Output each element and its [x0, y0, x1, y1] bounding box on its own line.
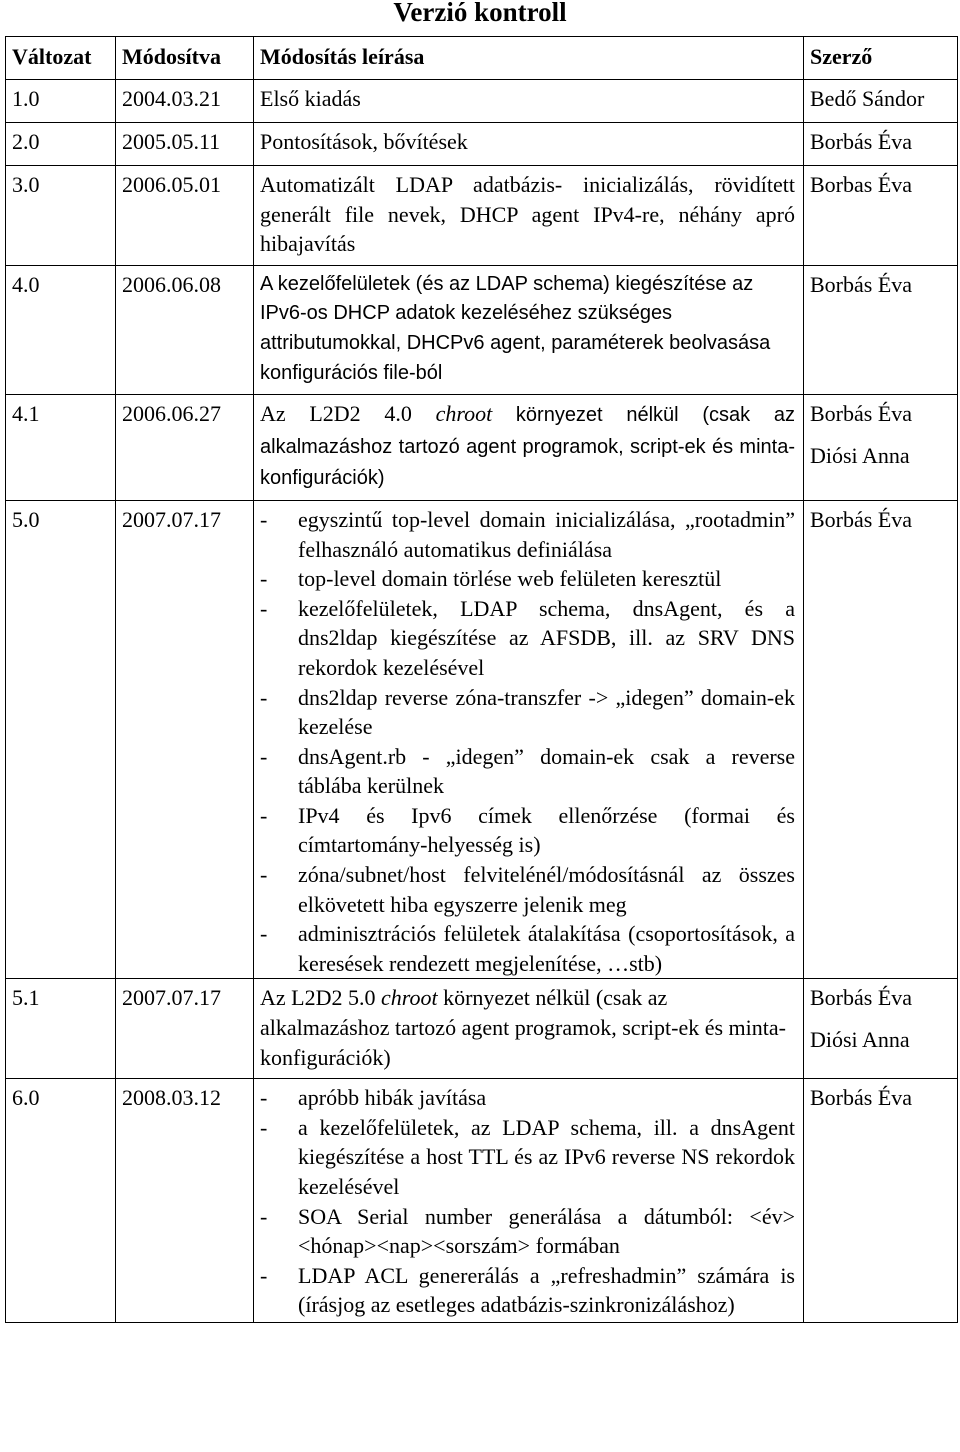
cell-description [254, 979, 804, 1079]
list-item: - dns2ldap reverse zóna-transzfer -> „idegen” domain-ek kezelése [260, 683, 795, 742]
cell-date: 2006.05.01 [116, 166, 254, 266]
table-row [6, 1079, 958, 1323]
header-description: Módosítás leírása [254, 37, 804, 80]
change-list [260, 1083, 795, 1320]
table-header-row [6, 37, 958, 80]
list-item: - SOA Serial number generálása a dátumból: <év><hónap><nap><sorszám> formában [260, 1202, 795, 1261]
author-name: Borbás Éva [810, 401, 913, 427]
cell-version: 6.0 [6, 1079, 116, 1323]
cell-description: Pontosítások, bővítések [254, 123, 804, 166]
table-row [6, 265, 958, 394]
cell-version: 2.0 [6, 123, 116, 166]
list-item: - top-level domain törlése web felületen keresztül [260, 564, 795, 594]
cell-date: 2005.05.11 [116, 123, 254, 166]
description-post: környezet nélkül (csak az alkalmazáshoz tartozó agent programok, script-ek és minta-konfigurációk) [260, 404, 796, 490]
description-emphasis: chroot [380, 985, 438, 1011]
list-item: - a kezelőfelületek, az LDAP schema, ill. a dnsAgent kiegészítése a host TTL és az IPv6 reverse NS rekordok kezelésével [260, 1113, 795, 1202]
cell-date: 2006.06.27 [116, 395, 254, 501]
cell-description: A kezelőfelületek (és az LDAP schema) kiegészítése az IPv6-os DHCP adatok kezeléséhez szükséges attributumokkal, DHCPv6 agent, paraméterek beolvasása konfigurációs file-ból [254, 265, 804, 394]
table-row [6, 500, 958, 979]
cell-date: 2007.07.17 [116, 979, 254, 1079]
list-item: - dnsAgent.rb - „idegen” domain-ek csak a reverse táblába kerülnek [260, 742, 795, 801]
description-text: Automatizált LDAP adatbázis- inicializálás, rövidített generált file nevek, DHCP agent IPv4-re, néhány apró hibajavítás [260, 172, 795, 257]
header-author: Szerző [804, 37, 958, 80]
version-control-table [5, 36, 958, 1323]
cell-author: Borbás Éva [804, 123, 958, 166]
cell-version: 3.0 [6, 166, 116, 266]
cell-author [804, 395, 958, 501]
cell-date: 2004.03.21 [116, 80, 254, 123]
cell-author [804, 979, 958, 1079]
table-row [6, 979, 958, 1079]
cell-author: Borbas Éva [804, 166, 958, 266]
cell-version: 1.0 [6, 80, 116, 123]
change-list [260, 505, 795, 979]
list-item: - LDAP ACL genererálás a „refreshadmin” számára is (írásjog az esetleges adatbázis-szinkronizáláshoz) [260, 1261, 795, 1320]
cell-version: 5.1 [6, 979, 116, 1079]
cell-description [254, 1079, 804, 1323]
cell-version: 4.0 [6, 265, 116, 394]
cell-version: 5.0 [6, 500, 116, 979]
list-item: - apróbb hibák javítása [260, 1083, 795, 1113]
list-item: - kezelőfelületek, LDAP schema, dnsAgent, és a dns2ldap kiegészítése az AFSDB, ill. az SRV DNS rekordok kezelésével [260, 594, 795, 683]
table-row [6, 123, 958, 166]
cell-author: Bedő Sándor [804, 80, 958, 123]
cell-version: 4.1 [6, 395, 116, 501]
cell-description: Első kiadás [254, 80, 804, 123]
author-name: Diósi Anna [810, 1027, 910, 1053]
cell-author: Borbás Éva [804, 265, 958, 394]
description-emphasis: chroot [435, 401, 493, 427]
header-version: Változat [6, 37, 116, 80]
cell-author: Borbás Éva [804, 500, 958, 979]
cell-description [254, 395, 804, 501]
page-title: Verzió kontroll [393, 0, 567, 27]
table-row [6, 166, 958, 266]
table-row [6, 80, 958, 123]
cell-description [254, 166, 804, 266]
cell-description [254, 500, 804, 979]
cell-author: Borbás Éva [804, 1079, 958, 1323]
cell-date: 2008.03.12 [116, 1079, 254, 1323]
description-pre: Az L2D2 5.0 [260, 985, 376, 1011]
description-post: környezet nélkül (csak az alkalmazáshoz tartozó agent programok, script-ek és minta-konfigurációk) [260, 985, 786, 1070]
author-name: Diósi Anna [810, 443, 910, 469]
description-pre: Az L2D2 4.0 [260, 401, 412, 427]
cell-date: 2006.06.08 [116, 265, 254, 394]
list-item: - zóna/subnet/host felvitelénél/módosításnál az összes elkövetett hiba egyszerre jelenik meg [260, 860, 795, 919]
list-item: - egyszintű top-level domain inicializálása, „rootadmin” felhasználó automatikus definiálása [260, 505, 795, 564]
list-item: - IPv4 és Ipv6 címek ellenőrzése (formai és címtartomány-helyesség is) [260, 801, 795, 860]
list-item: - adminisztrációs felületek átalakítása (csoportosítások, a keresések rendezett megjelenítése, …stb) [260, 919, 795, 978]
table-row [6, 395, 958, 501]
author-name: Borbás Éva [810, 985, 913, 1011]
header-modified: Módosítva [116, 37, 254, 80]
cell-date: 2007.07.17 [116, 500, 254, 979]
